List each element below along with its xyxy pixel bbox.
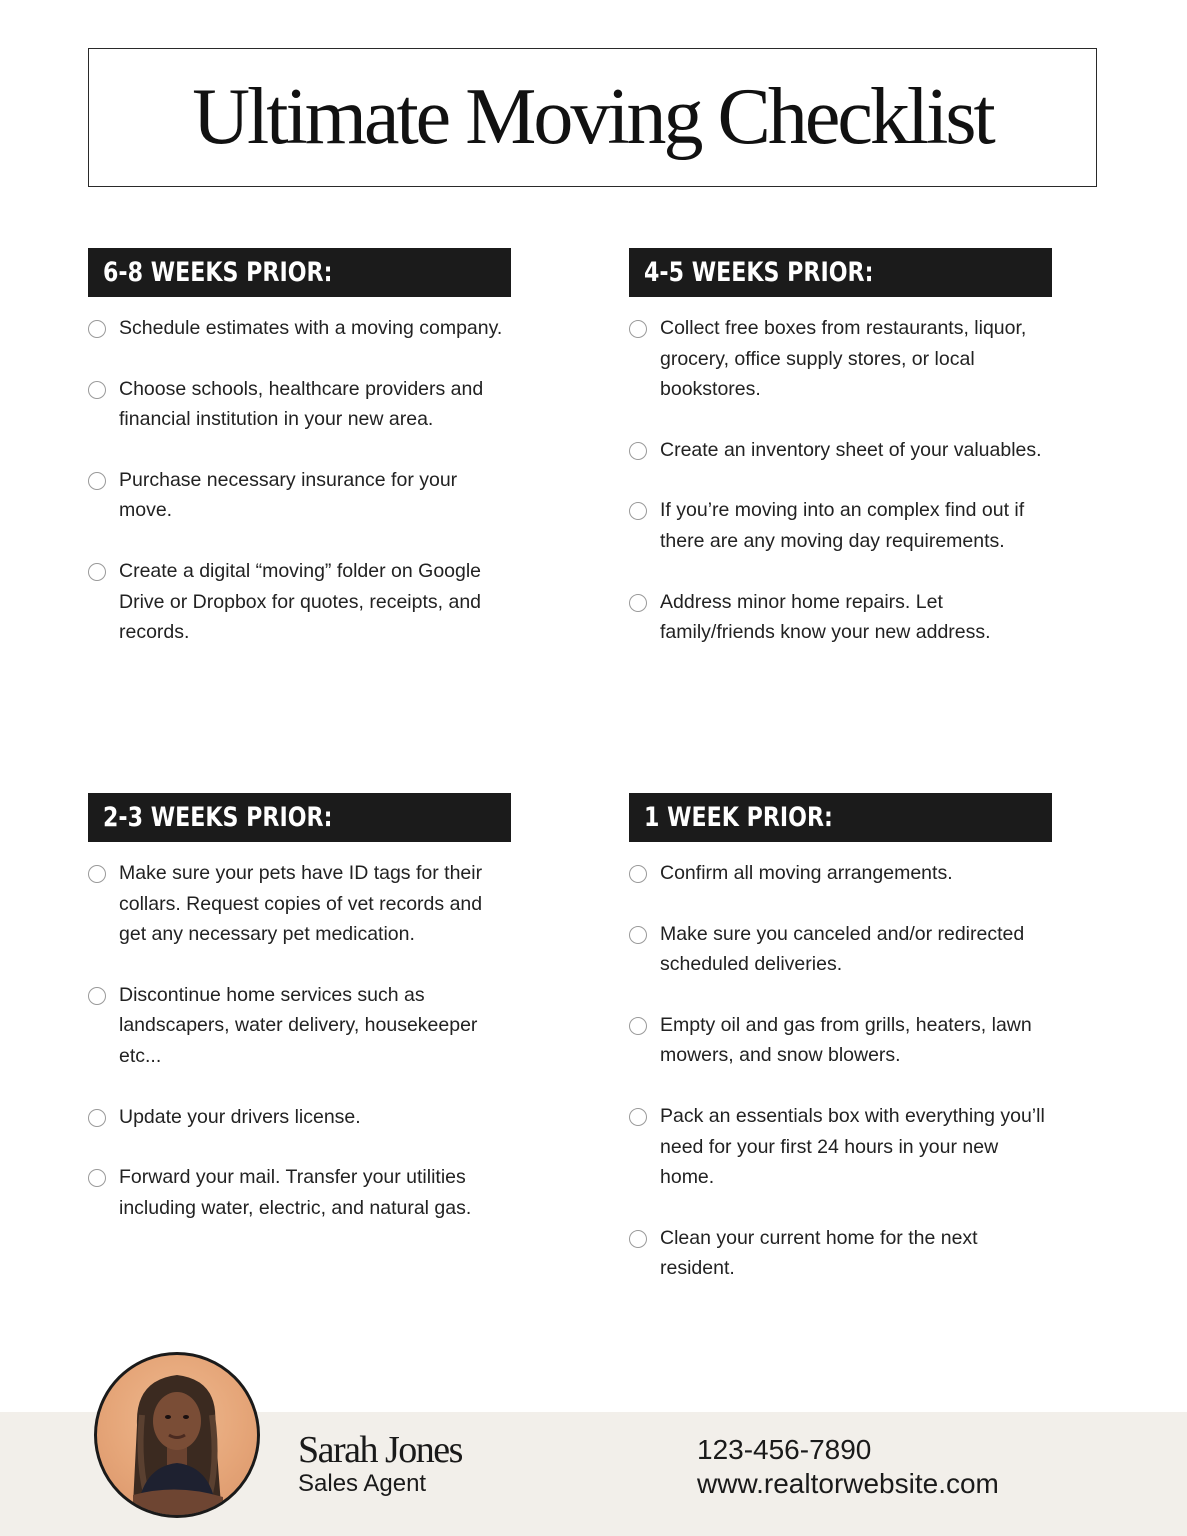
checkbox-circle-icon[interactable] xyxy=(629,865,647,883)
checkbox-circle-icon[interactable] xyxy=(629,442,647,460)
checklist-item xyxy=(629,435,1052,466)
checkbox-circle-icon[interactable] xyxy=(88,472,106,490)
checklist-item xyxy=(88,1102,511,1133)
checklist-item xyxy=(88,858,511,950)
checkbox-circle-icon[interactable] xyxy=(88,381,106,399)
checkbox-circle-icon[interactable] xyxy=(88,1109,106,1127)
checklist xyxy=(629,313,1052,648)
avatar xyxy=(94,1352,260,1518)
checklist-item xyxy=(88,313,511,344)
section-4-5-weeks xyxy=(629,248,1052,648)
item-text: Confirm all moving arrangements. xyxy=(660,862,953,884)
checklist-item xyxy=(629,1101,1052,1193)
checkbox-circle-icon[interactable] xyxy=(629,1017,647,1035)
checklist-item xyxy=(629,1010,1052,1071)
checkbox-circle-icon[interactable] xyxy=(629,502,647,520)
checklist-item xyxy=(629,919,1052,980)
checklist-item xyxy=(629,495,1052,556)
checklist-item xyxy=(629,587,1052,648)
checkbox-circle-icon[interactable] xyxy=(629,320,647,338)
item-text: Make sure your pets have ID tags for their collars. Request copies of vet records and get any necessary pet medication. xyxy=(119,862,483,946)
checkbox-circle-icon[interactable] xyxy=(88,320,106,338)
item-text: Address minor home repairs. Let family/friends know your new address. xyxy=(660,590,991,644)
section-heading xyxy=(629,793,1052,842)
checkbox-circle-icon[interactable] xyxy=(88,987,106,1005)
checklist-item xyxy=(88,980,511,1072)
checklist-item xyxy=(88,556,511,648)
checklist-item xyxy=(88,1162,511,1223)
item-text: Purchase necessary insurance for your move. xyxy=(119,468,458,522)
checklist-item xyxy=(629,1223,1052,1284)
item-text: Make sure you canceled and/or redirected scheduled deliveries. xyxy=(660,922,1025,976)
section-1-week xyxy=(629,793,1052,1284)
item-text: Create a digital “moving” folder on Google Drive or Dropbox for quotes, receipts, and records. xyxy=(119,559,482,644)
checklist-item xyxy=(629,858,1052,889)
checkbox-circle-icon[interactable] xyxy=(88,563,106,581)
checklist xyxy=(629,858,1052,1284)
checklist-item xyxy=(88,465,511,526)
item-text: Clean your current home for the next resident. xyxy=(660,1226,978,1280)
item-text: Forward your mail. Transfer your utilities including water, electric, and natural gas. xyxy=(119,1166,472,1219)
section-heading-text: 6-8 WEEKS PRIOR: xyxy=(103,257,333,288)
item-text: Choose schools, healthcare providers and financial institution in your new area. xyxy=(119,377,484,431)
checklist-item xyxy=(629,313,1052,405)
section-2-3-weeks xyxy=(88,793,511,1223)
section-heading-text: 1 WEEK PRIOR: xyxy=(644,802,833,833)
item-text: Discontinue home services such as landscapers, water delivery, housekeeper etc... xyxy=(119,983,478,1067)
section-heading xyxy=(88,248,511,297)
item-text: Pack an essentials box with everything you’ll need for your first 24 hours in your new home. xyxy=(660,1104,1045,1189)
checkbox-circle-icon[interactable] xyxy=(629,1108,647,1126)
section-heading-text: 2-3 WEEKS PRIOR: xyxy=(103,802,333,833)
section-heading-text: 4-5 WEEKS PRIOR: xyxy=(644,257,874,288)
section-heading xyxy=(629,248,1052,297)
section-heading xyxy=(88,793,511,842)
section-6-8-weeks xyxy=(88,248,511,648)
checklist xyxy=(88,858,511,1223)
agent-role: Sales Agent xyxy=(298,1470,427,1497)
item-text: If you’re moving into an complex find out if there are any moving day requirements. xyxy=(660,499,1025,552)
title-box xyxy=(88,48,1097,187)
checklist xyxy=(88,313,511,648)
checklist-item xyxy=(88,374,511,435)
agent-website-link[interactable]: www.realtorwebsite.com xyxy=(697,1468,999,1499)
item-text: Collect free boxes from restaurants, liquor, grocery, office supply stores, or local bookstores. xyxy=(660,317,1027,401)
agent-name: Sarah Jones xyxy=(298,1429,462,1471)
page-title: Ultimate Moving Checklist xyxy=(192,73,993,161)
checkbox-circle-icon[interactable] xyxy=(629,594,647,612)
agent-photo-icon xyxy=(97,1355,257,1515)
item-text: Empty oil and gas from grills, heaters, lawn mowers, and snow blowers. xyxy=(660,1013,1032,1067)
checkbox-circle-icon[interactable] xyxy=(629,926,647,944)
item-text: Create an inventory sheet of your valuables. xyxy=(660,438,1042,461)
checkbox-circle-icon[interactable] xyxy=(88,1169,106,1187)
agent-phone[interactable]: 123-456-7890 xyxy=(697,1434,872,1465)
checkbox-circle-icon[interactable] xyxy=(88,865,106,883)
checkbox-circle-icon[interactable] xyxy=(629,1230,647,1248)
item-text: Update your drivers license. xyxy=(119,1105,361,1128)
item-text: Schedule estimates with a moving company. xyxy=(119,317,503,339)
